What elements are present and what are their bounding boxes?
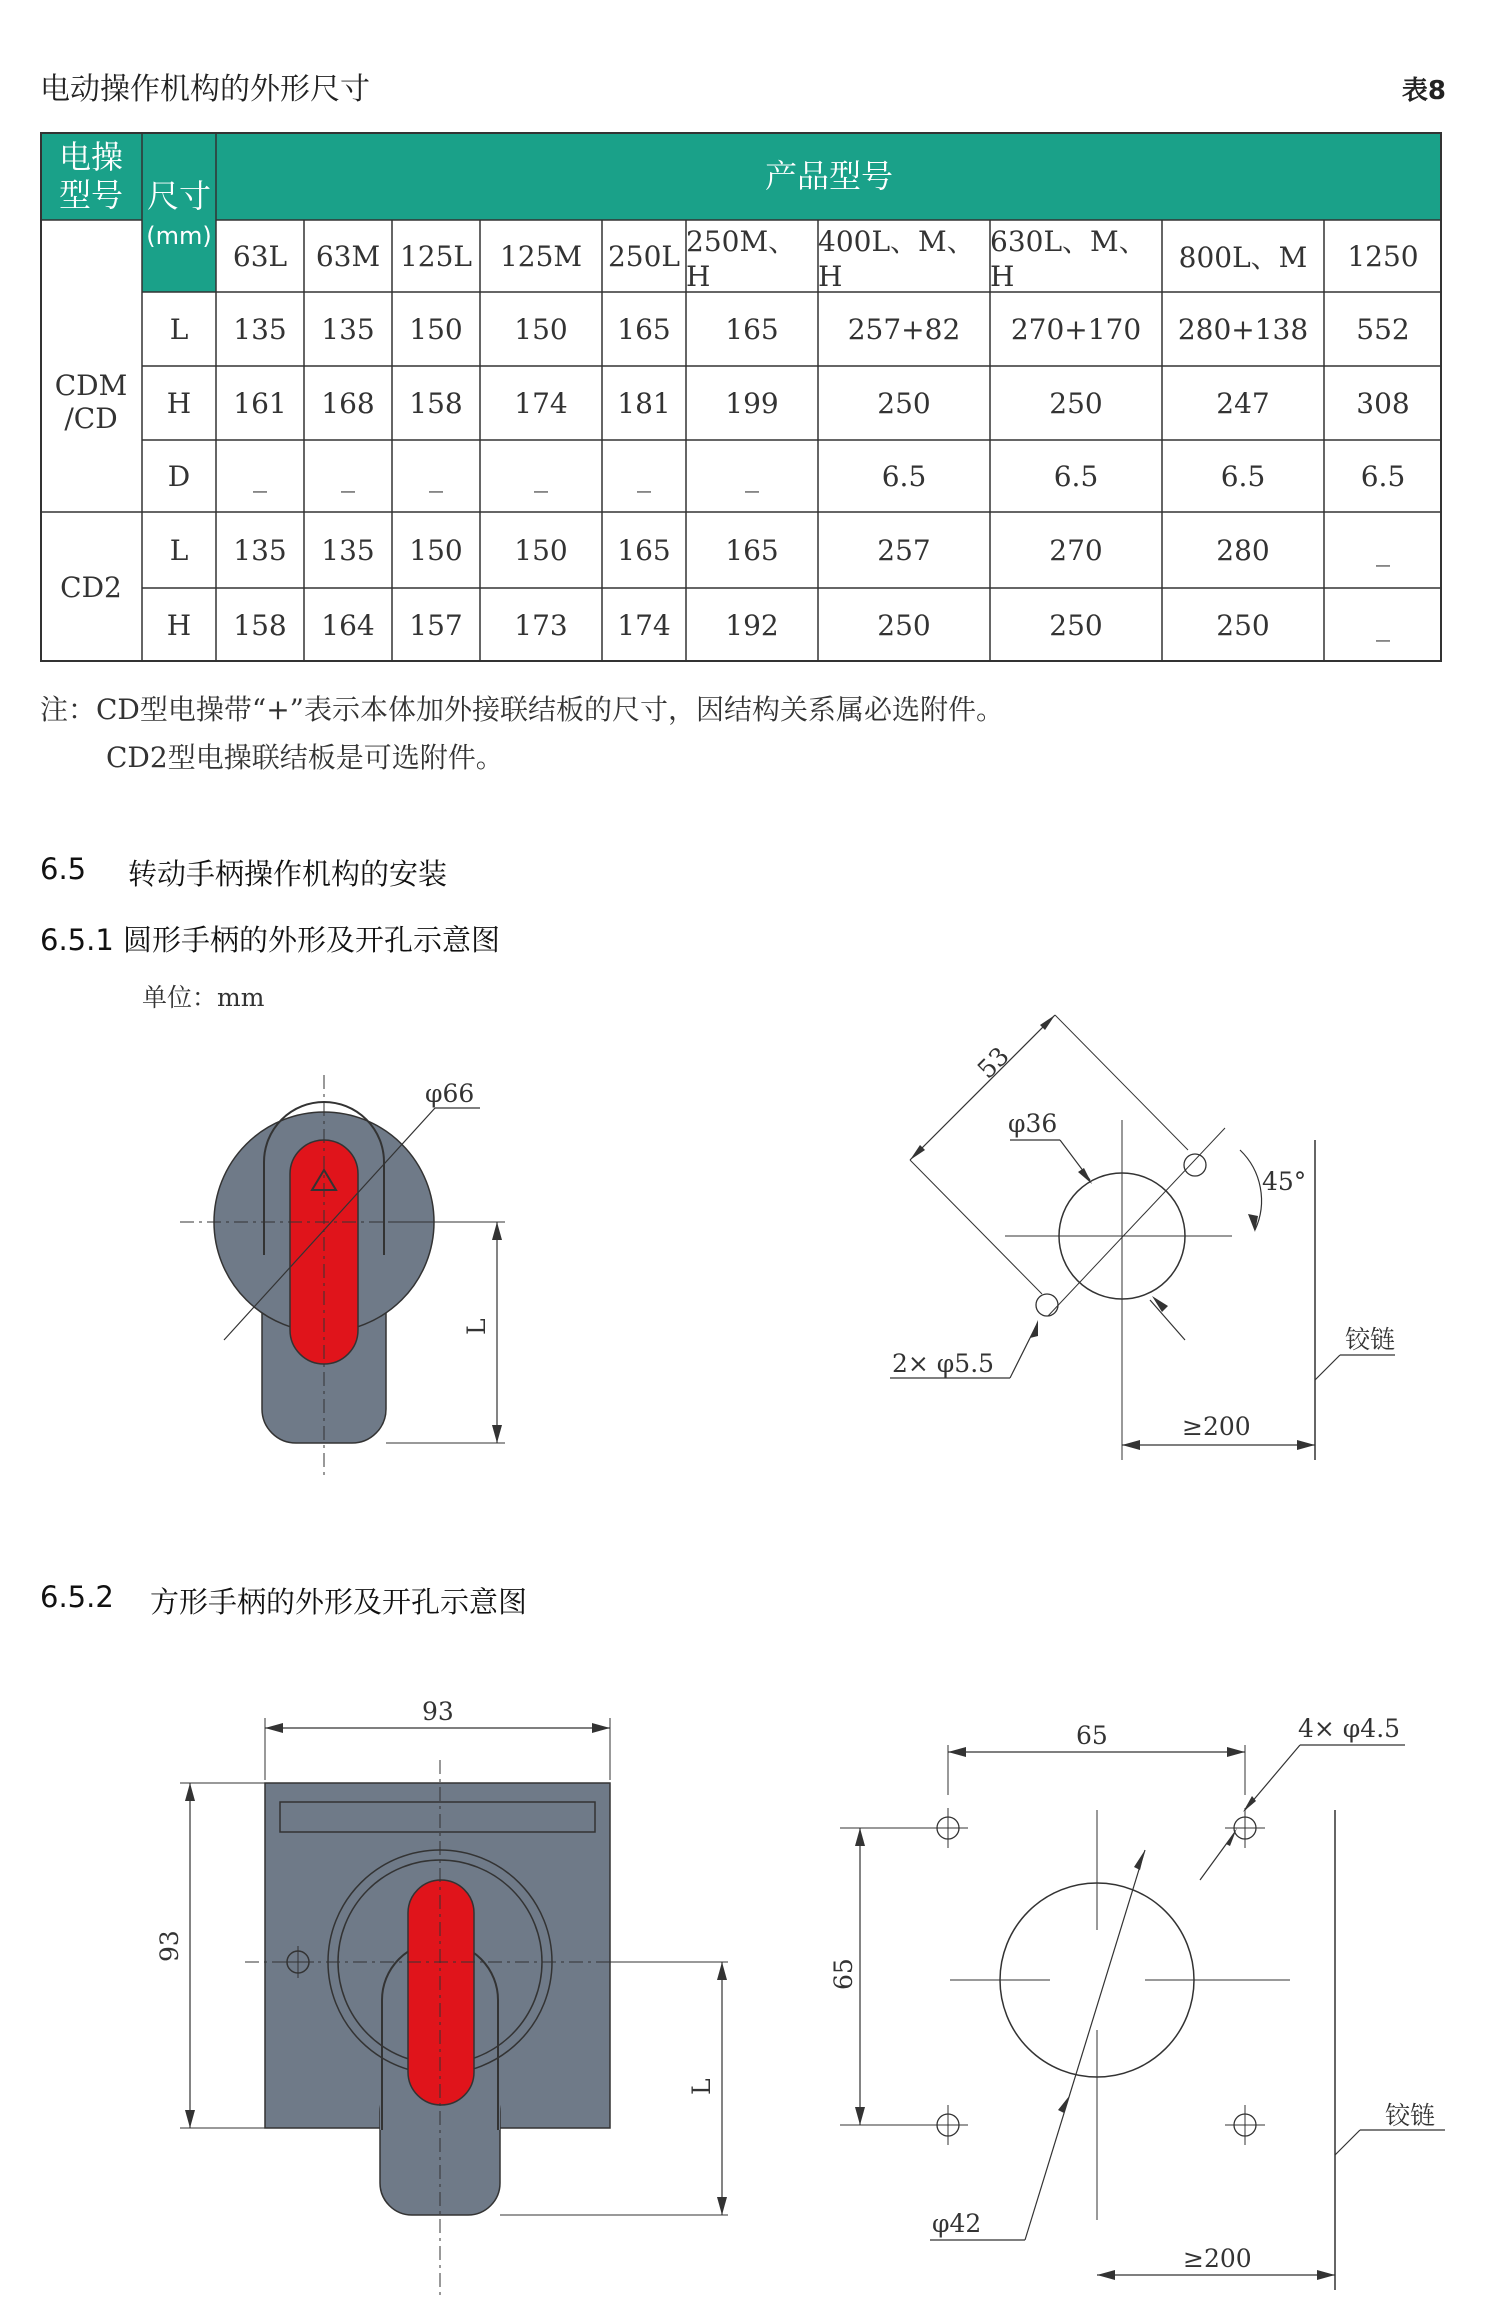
header-size-unit: (mm) [146,222,212,250]
value-cell: 158 [409,386,463,420]
dim-label-cell: L [169,312,189,346]
value-cell: 164 [321,608,375,642]
value-cell: 158 [233,608,287,642]
value-cell: 270+170 [1010,312,1142,346]
section-6-5-2-title: 方形手柄的外形及开孔示意图 [150,1585,528,1619]
width-93-label: 93 [422,1697,454,1726]
value-cell: 6.5 [1360,459,1406,493]
value-cell: 6.5 [1053,459,1099,493]
value-cell: 161 [233,386,287,420]
note-line-1: 注：CD型电操带“+”表示本体加外接联结板的尺寸，因结构关系属必选附件。 [40,693,1004,726]
value-cell: 192 [725,608,779,642]
value-cell: 257 [877,533,931,567]
model-cell: 63L [232,239,288,273]
value-cell: 157 [409,608,463,642]
mount-hole [928,1808,968,1848]
mount-hole [1225,2105,1265,2145]
value-cell: 135 [233,312,287,346]
model-cell: 125M [499,239,583,273]
value-cell: _ [1376,533,1390,567]
model-cell: 630L、M、H [990,224,1147,293]
dimension-table [40,132,1442,662]
group-name-line: /CD [64,402,118,435]
value-cell: 250 [877,608,931,642]
value-cell: 174 [617,608,671,642]
model-cell: 1250 [1347,239,1419,273]
value-cell: 165 [617,312,671,346]
value-cell: 150 [409,533,463,567]
value-cell: 150 [409,312,463,346]
value-cell: 135 [233,533,287,567]
header-size: 尺寸 [146,177,211,215]
dim-label-cell: H [166,386,192,420]
header-model-type [40,134,142,218]
model-cell: 250M、H [686,224,797,293]
value-cell: 257+82 [847,312,961,346]
dim-L-label: L [462,1318,491,1335]
value-cell: 247 [1216,386,1270,420]
value-cell: 135 [321,533,375,567]
value-cell: 165 [725,533,779,567]
value-cell: 250 [1216,608,1270,642]
section-6-5-number: 6.5 [40,852,87,886]
dim-label-cell: H [166,608,192,642]
header-model-type-line1: 电操 [58,138,123,176]
value-cell: _ [534,459,548,493]
group-name-cd2: CD2 [60,570,122,604]
model-cell: 250L [607,239,681,273]
holes-4x-label: 4× φ4.5 [1298,1714,1401,1743]
value-cell: 150 [514,312,568,346]
handle-red-grip [408,1880,474,2105]
round-handle-drawing [160,1050,520,1500]
value-cell: 250 [877,386,931,420]
value-cell: _ [745,459,759,493]
model-cell: 125L [399,239,473,273]
hinge-label: 铰链 [1385,2101,1436,2130]
value-cell: 250 [1049,386,1103,420]
round-cutout-drawing [870,1000,1430,1480]
ge200-label: ≥200 [1183,2244,1252,2273]
value-cell: 199 [725,386,779,420]
header-product-model: 产品型号 [764,157,893,195]
value-cell: 168 [321,386,375,420]
model-cell: 400L、M、H [818,224,975,293]
table-number: 表8 [1401,76,1446,106]
model-cell: 63M [315,239,381,273]
value-cell: _ [1376,608,1390,642]
width-65-label: 65 [1076,1721,1108,1750]
value-cell: 270 [1049,533,1103,567]
header-model-type-line2: 型号 [58,176,123,214]
value-cell: _ [253,459,267,493]
value-cell: 6.5 [1220,459,1266,493]
value-cell: 173 [514,608,568,642]
hinge-label: 铰链 [1345,1325,1396,1354]
square-cutout-drawing [829,1700,1460,2300]
value-cell: 250 [1049,608,1103,642]
model-cell: 800L、M [1178,241,1308,274]
value-cell: 6.5 [881,459,927,493]
value-cell: 165 [617,533,671,567]
value-cell: 181 [617,386,671,420]
value-cell: _ [341,459,355,493]
value-cell: 280+138 [1177,312,1309,346]
value-cell: _ [429,459,443,493]
ge200-label: ≥200 [1182,1412,1251,1441]
unit-label: 单位：mm [142,983,265,1012]
angle-45-label: 45° [1262,1167,1307,1196]
phi66-label: φ66 [425,1079,475,1108]
note-line-2: CD2型电操联结板是可选附件。 [106,741,504,774]
group-name-line: CDM [54,369,128,402]
value-cell: 165 [725,312,779,346]
dim-L-label: L [687,2078,716,2095]
height-65-label: 65 [829,1958,858,1990]
mount-hole [1036,1294,1058,1316]
value-cell: 280 [1216,533,1270,567]
dim-53-label: 53 [971,1041,1015,1085]
value-cell: 174 [514,386,568,420]
value-cell: 308 [1356,386,1410,420]
phi36-label: φ36 [1008,1109,1058,1138]
dim-label-cell: D [167,459,191,493]
value-cell: _ [637,459,651,493]
phi42-label: φ42 [932,2209,982,2238]
height-93-label: 93 [155,1930,184,1962]
holes-label: 2× φ5.5 [892,1349,995,1378]
value-cell: 150 [514,533,568,567]
value-cell: 135 [321,312,375,346]
dim-label-cell: L [169,533,189,567]
section-6-5-1-title: 6.5.1 圆形手柄的外形及开孔示意图 [40,923,501,957]
value-cell: 552 [1356,312,1410,346]
square-handle-drawing [150,1697,750,2300]
group-name-cdm [40,292,142,512]
page-title: 电动操作机构的外形尺寸 [40,72,370,107]
section-6-5-2-number: 6.5.2 [40,1580,114,1614]
mount-hole [928,2105,968,2145]
section-6-5-title: 转动手柄操作机构的安装 [128,857,448,891]
mount-hole [1184,1154,1206,1176]
